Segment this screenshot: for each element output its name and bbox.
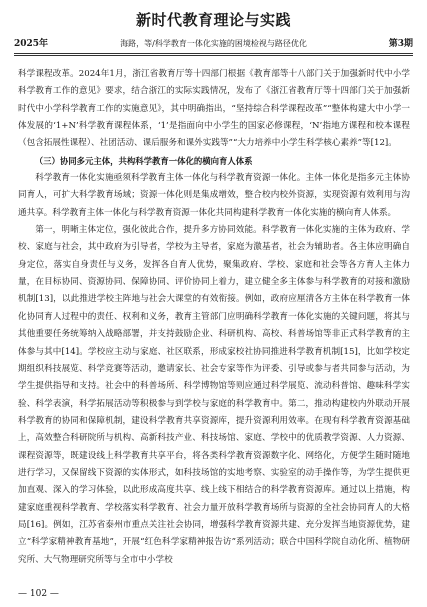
body-paragraph: 科学课程改革。2024年1月，浙江省教育厅等十四部门根据《教育部等十八部门关于加强新时代中小学科学教育工作的意见》要求，结合浙江的实际实践情况，发布了《浙江省教育厅等十四部门关于加强新时代中小学科学教育工作的实施意见》，其中明确指出，“坚持综合科学课程改革”“整体构建大中小学一体发展的‘1+N’科学教育课程体系，‘1’是指面向中小学生的国家必修课程，‘N’指地方课程和校本课程（包含拓展性课程）、社团活动、课后服务和课外实践等”“大力培养中小学生科学核心素养”等[12]。 <box>18 69 410 149</box>
issue-number: 第3期 <box>388 39 413 49</box>
body-paragraph: 科学教育一体化实施亟须科学教育主体一体化与科学教育资源一体化。主体一体化是指多元主体协同育人，可扩大科学教育场域；资源一体化则是集成增效，整合校内校外资源，实现资源有效利用与沟通共享。科学教育主体一体化与科学教育资源一体化共同构建科学教育一体化实施的横向育人体系。 <box>18 173 410 218</box>
section-subheading: （三）协同多元主体，共构科学教育一体化的横向育人体系 <box>34 155 253 166</box>
page-number: — 102 — <box>18 589 59 599</box>
running-title: 海路，等/科学教育一体化实施的困境检视与路径优化 <box>120 39 307 48</box>
header-rule-bottom <box>14 55 413 56</box>
issue-year: 2025年 <box>14 39 49 49</box>
body-paragraph: 第一，明晰主体定位，强化彼此合作，提升多方协同效能。科学教育一体化实施的主体为政府、学校、家庭与社会，其中政府为引导者，学校为主导者，家庭为激基者，社会为辅助者。各主体应明确自身定位，落实自身责任与义务，发挥各自育人优势，聚集政府、学校、家庭和社会等各方育人主体力量，在目标协同、资源协同、保障协同、评价协同上着力，建立健全多主体参与科学教育的对接和激励机制[13]，以此推进学校主阵地与社会大课堂的有效衔接。例如，政府应厘清各方主体在科学教育一体化协同育人过程中的责任、权利和义务，教育主管部门应明确科学教育一体化实施的关键问题，将其与其他重要任务统筹纳入战略部署，并支持鼓励企业、科研机构、高校、科普场馆等非正式科学教育的主体参与其中[14]。学校应主动与家庭、社区联系，形成家校社协同推进科学教育机制[15]，比如学校定期组织科技展览、科学竞赛等活动，邀请家长、社会专家等作为评委、引导或参与者共同参与活动，为学生提供指导和支持。社会中的科普场所、科学博物馆等则应通过科学展览、流动科普馆、趣味科学实验、科学表演，科学拓展活动等积极参与到学校与家庭的科学教育中。第二，推动构建校内外联动开展科学教育的协同和保障机制，建设科学教育共享资源库，提升资源利用效率。在现有科学教育资源基础上，高效整合科研院所与机构、高新科技产业、科技场馆、家庭、学校中的优质教学资源、人力资源、课程资源等，既建设线上科学教育共享平台，将各类科学教育资源数字化、网络化，方便学生随时随地进行学习，又保留线下资源的实体形式，如科技场馆的实地考察、实验室的动手操作等，为学生提供更加直观、深入的学习体验，以此形成高度共享、线上线下相结合的科学教育资源库。通过以上措施，构建家庭重视科学教育、学校落实科学教育、社会力量开放科学教育场所与资源的全社会协同育人的大格局[16]。例如，江苏省泰州市重点关注社会协同，增强科学教育资源共建、充分发挥当地资源优势，建立“科学家精神教育基地”，开展“红色科学家精神报告访”系列活动；联合中国科学院自动化所、植物研究所、大气物理研究所等与全市中小学校 <box>18 225 410 565</box>
header-rule-top <box>14 53 413 54</box>
running-head <box>14 36 413 52</box>
journal-title: 新时代教育理论与实践 <box>135 11 291 29</box>
article-body <box>18 66 410 569</box>
